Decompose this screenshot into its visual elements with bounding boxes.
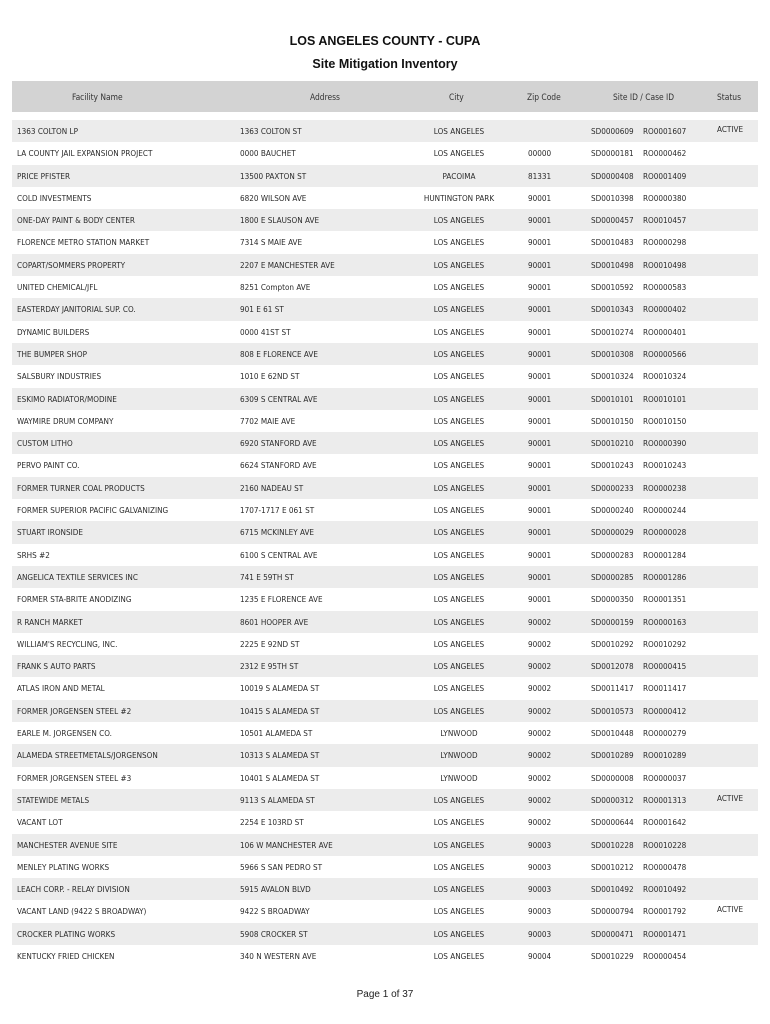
zip-code-cell: 90001 [528,348,552,359]
column-header-facility: Facility Name [72,92,123,102]
table-row [12,142,758,164]
facility-name-cell: UNITED CHEMICAL/JFL [17,282,98,293]
facility-name-cell: ALAMEDA STREETMETALS/JORGENSON [17,750,158,761]
table-row [12,432,758,454]
table-row [12,544,758,566]
city-cell: LOS ANGELES [433,817,485,828]
address-cell: 5908 CROCKER ST [240,928,308,939]
site-id-cell: SD0010343 [591,304,634,315]
table-row [12,165,758,187]
facility-name-cell: FRANK S AUTO PARTS [17,661,96,672]
site-id-cell: SD0010483 [591,237,634,248]
site-id-cell: SD0010324 [591,371,634,382]
column-header-status: Status [717,92,742,102]
site-id-cell: SD0010150 [591,415,634,426]
table-row [12,633,758,655]
zip-code-cell: 90001 [528,549,552,560]
address-cell: 13500 PAXTON ST [240,170,307,181]
facility-name-cell: R RANCH MARKET [17,616,83,627]
zip-code-cell: 90002 [528,817,552,828]
city-cell: LOS ANGELES [433,482,485,493]
zip-code-cell: 90002 [528,750,552,761]
city-cell: LOS ANGELES [433,906,485,917]
site-id-cell: SD0010573 [591,705,634,716]
table-row [12,811,758,833]
site-id-cell: SD0000644 [591,817,634,828]
address-cell: 9422 S BROADWAY [240,906,310,917]
case-id-cell: RO0000163 [643,616,687,627]
address-cell: 1010 E 62ND ST [240,371,300,382]
table-row [12,588,758,610]
site-id-cell: SD0010308 [591,348,634,359]
case-id-cell: RO0000583 [643,282,687,293]
site-id-cell: SD0010228 [591,839,634,850]
city-cell: LOS ANGELES [433,683,485,694]
table-row [12,878,758,900]
table-header [12,81,758,112]
site-id-cell: SD0010274 [591,326,634,337]
address-cell: 1235 E FLORENCE AVE [240,594,323,605]
case-id-cell: RO0010324 [643,371,687,382]
zip-code-cell: 00000 [528,148,552,159]
case-id-cell: RO0010457 [643,215,687,226]
zip-code-cell: 90003 [528,906,552,917]
address-cell: 6920 STANFORD AVE [240,438,317,449]
inventory-table-body [12,120,758,967]
city-cell: LOS ANGELES [433,148,485,159]
table-row [12,477,758,499]
city-cell: LOS ANGELES [433,616,485,627]
zip-code-cell: 90003 [528,884,552,895]
site-id-cell: SD0010289 [591,750,634,761]
facility-name-cell: DYNAMIC BUILDERS [17,326,90,337]
city-cell: LOS ANGELES [433,705,485,716]
facility-name-cell: CROCKER PLATING WORKS [17,928,116,939]
city-cell: LOS ANGELES [433,126,485,136]
facility-name-cell: LEACH CORP. - RELAY DIVISION [17,884,130,895]
address-cell: 6624 STANFORD AVE [240,460,317,471]
case-id-cell: RO0000412 [643,705,687,716]
address-cell: 10501 ALAMEDA ST [240,728,313,739]
city-cell: LOS ANGELES [433,884,485,895]
city-cell: LOS ANGELES [433,549,485,560]
zip-code-cell: 90001 [528,192,552,203]
address-cell: 901 E 61 ST [240,304,284,315]
case-id-cell: RO0001792 [643,906,687,917]
zip-code-cell: 90001 [528,237,552,248]
zip-code-cell: 90001 [528,259,552,270]
zip-code-cell: 90001 [528,438,552,449]
site-id-cell: SD0000283 [591,549,634,560]
column-header-site-case: Site ID / Case ID [613,92,675,102]
facility-name-cell: WAYMIRE DRUM COMPANY [17,415,114,426]
city-cell: PACOIMA [442,170,476,181]
address-cell: 8601 HOOPER AVE [240,616,309,627]
case-id-cell: RO0001642 [643,817,687,828]
zip-code-cell: 90002 [528,638,552,649]
report-title: LOS ANGELES COUNTY - CUPA [289,34,481,48]
address-cell: 2225 E 92ND ST [240,638,300,649]
case-id-cell: RO0001607 [643,126,687,136]
table-row [12,231,758,253]
site-id-cell: SD0000181 [591,148,634,159]
facility-name-cell: ATLAS IRON AND METAL [17,683,105,694]
city-cell: LOS ANGELES [433,304,485,315]
table-row [12,611,758,633]
site-id-cell: SD0000457 [591,215,634,226]
address-cell: 5915 AVALON BLVD [240,884,311,895]
address-cell: 2160 NADEAU ST [240,482,304,493]
table-row [12,388,758,410]
address-cell: 10401 S ALAMEDA ST [240,772,320,783]
address-cell: 10019 S ALAMEDA ST [240,683,320,694]
zip-code-cell: 90001 [528,393,552,404]
site-id-cell: SD0000471 [591,928,634,939]
city-cell: LYNWOOD [440,750,478,761]
site-id-cell: SD0000159 [591,616,634,627]
facility-name-cell: SALSBURY INDUSTRIES [17,371,102,382]
table-row [12,410,758,432]
zip-code-cell: 90001 [528,415,552,426]
table-row [12,767,758,789]
table-row [12,365,758,387]
site-id-cell: SD0000609 [591,126,634,136]
zip-code-cell: 90003 [528,928,552,939]
case-id-cell: RO0001286 [643,571,687,582]
table-row [12,276,758,298]
case-id-cell: RO0000462 [643,148,687,159]
site-id-cell: SD0010448 [591,728,634,739]
address-cell: 7314 S MAIE AVE [240,237,303,248]
case-id-cell: RO0000402 [643,304,687,315]
zip-code-cell: 90002 [528,661,552,672]
zip-code-cell: 90002 [528,772,552,783]
table-row [12,834,758,856]
city-cell: LOS ANGELES [433,839,485,850]
city-cell: LOS ANGELES [433,415,485,426]
city-cell: LOS ANGELES [433,661,485,672]
site-id-cell: SD0010292 [591,638,634,649]
case-id-cell: RO0010101 [643,393,687,404]
table-row [12,945,758,967]
case-id-cell: RO0000478 [643,861,687,872]
case-id-cell: RO0000244 [643,505,687,516]
facility-name-cell: 1363 COLTON LP [17,126,78,136]
site-id-cell: SD0000408 [591,170,634,181]
case-id-cell: RO0000566 [643,348,687,359]
site-id-cell: SD0000008 [591,772,634,783]
city-cell: HUNTINGTON PARK [423,192,495,203]
facility-name-cell: ONE-DAY PAINT & BODY CENTER [17,215,135,226]
facility-name-cell: FORMER SUPERIOR PACIFIC GALVANIZING [17,505,169,516]
site-id-cell: SD0010212 [591,861,634,872]
address-cell: 1707-1717 E 061 ST [240,505,315,516]
facility-name-cell: VACANT LOT [17,817,63,828]
case-id-cell: RO0010492 [643,884,687,895]
facility-name-cell: FORMER JORGENSEN STEEL #2 [17,705,132,716]
zip-code-cell: 90001 [528,505,552,516]
city-cell: LOS ANGELES [433,950,485,961]
facility-name-cell: COPART/SOMMERS PROPERTY [17,259,126,270]
facility-name-cell: CUSTOM LITHO [17,438,73,449]
address-cell: 7702 MAIE AVE [240,415,296,426]
site-id-cell: SD0010243 [591,460,634,471]
table-row [12,744,758,766]
site-id-cell: SD0000285 [591,571,634,582]
site-id-cell: SD0010398 [591,192,634,203]
city-cell: LOS ANGELES [433,571,485,582]
table-row [12,209,758,231]
address-cell: 6100 S CENTRAL AVE [240,549,318,560]
city-cell: LOS ANGELES [433,928,485,939]
facility-name-cell: FORMER TURNER COAL PRODUCTS [17,482,145,493]
address-cell: 741 E 59TH ST [240,571,294,582]
column-header-zip: Zip Code [527,92,561,102]
table-row [12,298,758,320]
address-cell: 2254 E 103RD ST [240,817,304,828]
column-header-address: Address [310,92,340,102]
city-cell: LOS ANGELES [433,527,485,538]
case-id-cell: RO0010228 [643,839,687,850]
case-id-cell: RO0000401 [643,326,687,337]
zip-code-cell: 90001 [528,326,552,337]
facility-name-cell: EASTERDAY JANITORIAL SUP. CO. [17,304,136,315]
site-id-cell: SD0010229 [591,950,634,961]
case-id-cell: RO0000279 [643,728,687,739]
address-cell: 10415 S ALAMEDA ST [240,705,320,716]
facility-name-cell: VACANT LAND (9422 S BROADWAY) [17,906,147,917]
case-id-cell: RO0001409 [643,170,687,181]
zip-code-cell: 90004 [528,950,552,961]
zip-code-cell: 90003 [528,839,552,850]
zip-code-cell: 90002 [528,683,552,694]
facility-name-cell: COLD INVESTMENTS [17,192,92,203]
facility-name-cell: FORMER STA-BRITE ANODIZING [17,594,132,605]
site-id-cell: SD0010498 [591,259,634,270]
city-cell: LOS ANGELES [433,505,485,516]
zip-code-cell: 90002 [528,728,552,739]
city-cell: LOS ANGELES [433,259,485,270]
address-cell: 340 N WESTERN AVE [240,950,317,961]
site-id-cell: SD0010592 [591,282,634,293]
case-id-cell: RO0000454 [643,950,687,961]
address-cell: 6820 WILSON AVE [240,192,307,203]
zip-code-cell: 90001 [528,460,552,471]
case-id-cell: RO0010498 [643,259,687,270]
case-id-cell: RO0010150 [643,415,687,426]
facility-name-cell: MENLEY PLATING WORKS [17,861,110,872]
table-row [12,923,758,945]
case-id-cell: RO0000298 [643,237,687,248]
address-cell: 808 E FLORENCE AVE [240,348,318,359]
site-id-cell: SD0000233 [591,482,634,493]
facility-name-cell: PRICE PFISTER [17,170,71,181]
address-cell: 2207 E MANCHESTER AVE [240,259,335,270]
table-row [12,343,758,365]
site-id-cell: SD0000794 [591,906,634,917]
city-cell: LOS ANGELES [433,237,485,248]
table-row [12,321,758,343]
city-cell: LOS ANGELES [433,215,485,226]
zip-code-cell: 90001 [528,215,552,226]
case-id-cell: RO0000028 [643,527,687,538]
case-id-cell: RO0000380 [643,192,687,203]
table-row [12,900,758,922]
case-id-cell: RO0000415 [643,661,687,672]
table-row [12,789,758,811]
address-cell: 1800 E SLAUSON AVE [240,215,320,226]
facility-name-cell: MANCHESTER AVENUE SITE [17,839,118,850]
site-id-cell: SD0010492 [591,884,634,895]
case-id-cell: RO0011417 [643,683,687,694]
address-cell: 2312 E 95TH ST [240,661,299,672]
case-id-cell: RO0001351 [643,594,687,605]
address-cell: 6309 S CENTRAL AVE [240,393,318,404]
facility-name-cell: FLORENCE METRO STATION MARKET [17,237,150,248]
case-id-cell: RO0010292 [643,638,687,649]
table-row [12,566,758,588]
zip-code-cell: 90002 [528,616,552,627]
zip-code-cell: 90001 [528,527,552,538]
address-cell: 9113 S ALAMEDA ST [240,794,315,805]
zip-code-cell: 90002 [528,705,552,716]
facility-name-cell: ESKIMO RADIATOR/MODINE [17,393,117,404]
zip-code-cell: 90001 [528,571,552,582]
city-cell: LOS ANGELES [433,594,485,605]
site-id-cell: SD0000240 [591,505,634,516]
address-cell: 106 W MANCHESTER AVE [240,839,333,850]
city-cell: LOS ANGELES [433,638,485,649]
city-cell: LOS ANGELES [433,393,485,404]
facility-name-cell: PERVO PAINT CO. [17,460,80,471]
address-cell: 10313 S ALAMEDA ST [240,750,320,761]
zip-code-cell: 90003 [528,861,552,872]
case-id-cell: RO0001471 [643,928,687,939]
case-id-cell: RO0000037 [643,772,687,783]
city-cell: LOS ANGELES [433,348,485,359]
page-number: Page 1 of 37 [356,989,414,1000]
zip-code-cell: 90002 [528,794,552,805]
facility-name-cell: STUART IRONSIDE [17,527,83,538]
case-id-cell: RO0000238 [643,482,687,493]
table-row [12,499,758,521]
facility-name-cell: FORMER JORGENSEN STEEL #3 [17,772,132,783]
column-header-city: City [449,92,464,102]
table-row [12,454,758,476]
address-cell: 8251 Compton AVE [240,282,311,293]
zip-code-cell: 81331 [528,170,552,181]
city-cell: LOS ANGELES [433,794,485,805]
site-id-cell: SD0010101 [591,393,634,404]
table-row [12,856,758,878]
case-id-cell: RO0010289 [643,750,687,761]
site-id-cell: SD0000350 [591,594,634,605]
case-id-cell: RO0000390 [643,438,687,449]
city-cell: LOS ANGELES [433,282,485,293]
case-id-cell: RO0001284 [643,549,687,560]
report-subtitle: Site Mitigation Inventory [312,57,458,71]
city-cell: LOS ANGELES [433,861,485,872]
site-id-cell: SD0000029 [591,527,634,538]
table-row [12,655,758,677]
city-cell: LOS ANGELES [433,326,485,337]
facility-name-cell: WILLIAM'S RECYCLING, INC. [17,638,118,649]
facility-name-cell: KENTUCKY FRIED CHICKEN [17,950,115,961]
status-cell: ACTIVE [717,792,744,803]
status-cell: ACTIVE [717,124,744,134]
address-cell: 0000 41ST ST [240,326,291,337]
facility-name-cell: THE BUMPER SHOP [17,348,88,359]
facility-name-cell: SRHS #2 [17,549,50,560]
table-row [12,521,758,543]
address-cell: 6715 MCKINLEY AVE [240,527,315,538]
zip-code-cell: 90001 [528,282,552,293]
zip-code-cell: 90001 [528,371,552,382]
city-cell: LYNWOOD [440,772,478,783]
zip-code-cell: 90001 [528,304,552,315]
case-id-cell: RO0010243 [643,460,687,471]
city-cell: LOS ANGELES [433,438,485,449]
facility-name-cell: EARLE M. JORGENSEN CO. [17,728,112,739]
status-cell: ACTIVE [717,904,744,915]
zip-code-cell: 90001 [528,594,552,605]
address-cell: 5966 S SAN PEDRO ST [240,861,323,872]
city-cell: LOS ANGELES [433,371,485,382]
site-id-cell: SD0010210 [591,438,634,449]
table-row [12,187,758,209]
address-cell: 0000 BAUCHET [240,148,296,159]
case-id-cell: RO0001313 [643,794,687,805]
city-cell: LOS ANGELES [433,460,485,471]
facility-name-cell: LA COUNTY JAIL EXPANSION PROJECT [17,148,153,159]
city-cell: LYNWOOD [440,728,478,739]
facility-name-cell: ANGELICA TEXTILE SERVICES INC [17,571,138,582]
facility-name-cell: STATEWIDE METALS [17,794,90,805]
site-id-cell: SD0011417 [591,683,634,694]
table-row [12,677,758,699]
table-row [12,722,758,744]
site-id-cell: SD0000312 [591,794,634,805]
table-row [12,254,758,276]
address-cell: 1363 COLTON ST [240,126,302,136]
site-id-cell: SD0012078 [591,661,634,672]
table-row [12,120,758,142]
table-row [12,700,758,722]
zip-code-cell: 90001 [528,482,552,493]
